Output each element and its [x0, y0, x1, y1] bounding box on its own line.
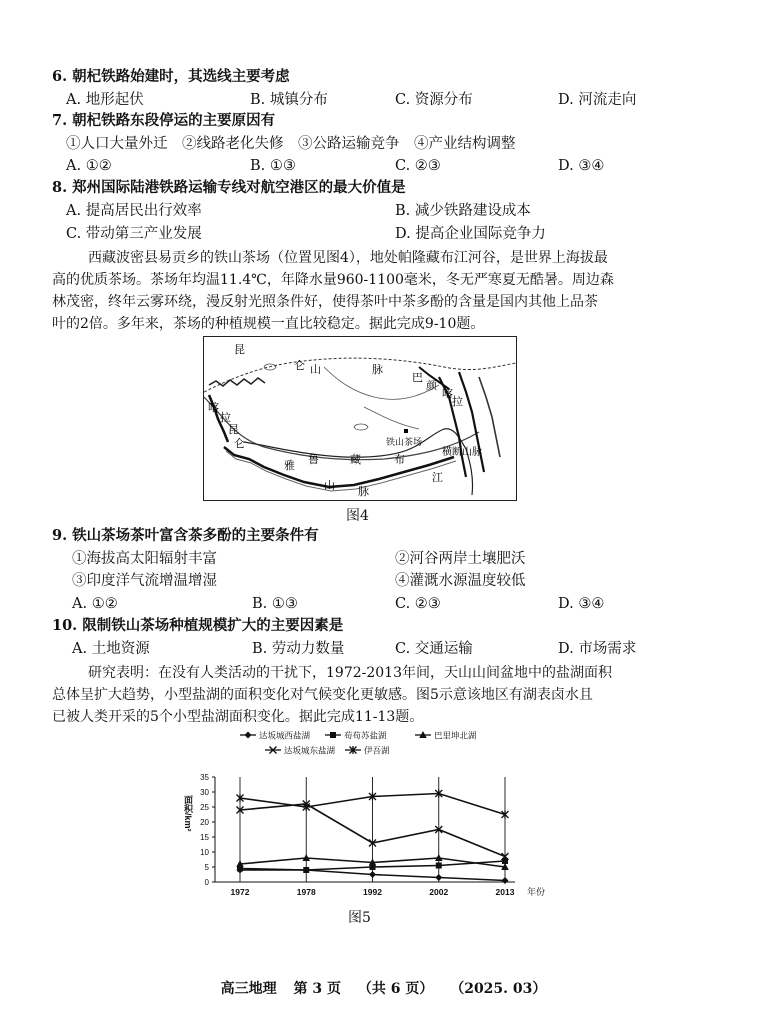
q6-option-b: B. 城镇分布 [250, 92, 328, 108]
q9-item-1: ①海拔高太阳辐射丰富 [72, 551, 217, 567]
map-label-bu: 布 [394, 453, 405, 466]
legend-label: 苟苟苏盐湖 [344, 730, 387, 741]
map-label-shan: 山 [310, 363, 321, 376]
passage1-line: 林茂密，终年云雾环绕，漫反射光照条件好，使得茶叶中茶多酚的含量是国内其他上品茶 [52, 294, 598, 310]
legend-marker [245, 732, 252, 739]
q10-option-d: D. 市场需求 [558, 641, 637, 657]
x-tick-label: 2002 [429, 887, 449, 897]
map-label-kun2: 昆 [228, 423, 239, 436]
q7-stem: 7. 朝杞铁路东段停运的主要原因有 [52, 112, 276, 129]
tibet-map [203, 336, 517, 501]
figure5-caption: 图5 [348, 910, 371, 926]
legend-label: 巴里坤北湖 [434, 730, 477, 741]
map-label-kala: 喀 [208, 401, 219, 414]
passage2-line: 研究表明：在没有人类活动的干扰下，1972-2013年间，天山山间盆地中的盐湖面积 [88, 665, 612, 681]
map-label-jiang: 江 [432, 471, 443, 484]
map-label-ka: 喀 [442, 387, 453, 400]
q9-item-4: ④灌溉水源温度较低 [395, 573, 526, 589]
river-line [364, 407, 419, 429]
map-label-mai: 脉 [372, 363, 383, 376]
map-label-lu: 鲁 [308, 453, 319, 466]
data-point [436, 863, 442, 869]
footer-page: 第 3 页 [293, 981, 341, 997]
y-tick-label: 5 [204, 863, 209, 872]
q10-stem: 10. 限制铁山茶场种植规模扩大的主要因素是 [52, 617, 344, 634]
q9-option-c: C. ②③ [395, 596, 441, 612]
footer-total: （共 6 页） [357, 981, 434, 997]
passage1-line: 叶的2倍。多年来，茶场的种植规模一直比较稳定。据此完成9-10题。 [52, 316, 485, 332]
q9-option-a: A. ①② [72, 596, 118, 612]
data-point [502, 877, 509, 884]
y-tick-label: 30 [200, 788, 209, 797]
map-label-ba: 巴 [412, 371, 423, 384]
q7-option-a: A. ①② [66, 158, 112, 174]
passage1-line: 西藏波密县易贡乡的铁山茶场（位置见图4），地处帕隆藏布江河谷，是世界上海拔最 [88, 250, 608, 266]
y-tick-label: 15 [200, 833, 209, 842]
map-label-la: 拉 [452, 395, 463, 408]
footer-date: （2025. 03） [450, 981, 547, 997]
q10-option-b: B. 劳动力数量 [252, 641, 345, 657]
passage2-line: 已被人类开采的5个小型盐湖面积变化。据此完成11-13题。 [52, 709, 424, 725]
q9-item-2: ②河谷两岸土壤肥沃 [395, 551, 526, 567]
map-border-line [204, 358, 516, 392]
q6-option-d: D. 河流走向 [558, 92, 637, 108]
map-label-hengduan: 横断山脉 [442, 447, 482, 458]
lake-outline [354, 424, 368, 430]
y-tick-label: 20 [200, 818, 209, 827]
map-label-zang: 藏 [350, 453, 361, 466]
figure4-caption: 图4 [346, 508, 369, 524]
map-label-lun2: 仑 [234, 437, 245, 450]
data-point [435, 874, 442, 881]
q8-option-c: C. 带动第三产业发展 [66, 226, 202, 242]
q6-option-a: A. 地形起伏 [66, 92, 144, 108]
y-axis-label: 面积/km² [183, 795, 193, 832]
data-point [369, 871, 376, 878]
q8-option-a: A. 提高居民出行效率 [66, 203, 202, 219]
tieshan-marker [404, 429, 408, 433]
x-tick-label: 2013 [495, 887, 515, 897]
q6-option-c: C. 资源分布 [395, 92, 473, 108]
x-tick-label: 1992 [363, 887, 382, 897]
x-tick-label: 1978 [296, 887, 316, 897]
q7-option-c: C. ②③ [395, 158, 441, 174]
q7-option-d: D. ③④ [558, 158, 605, 174]
passage2-line: 总体呈扩大趋势，小型盐湖的面积变化对气候变化更敏感。图5示意该地区有湖表卤水且 [52, 687, 593, 703]
x-axis-label: 年份 [527, 887, 546, 897]
q8-option-d: D. 提高企业国际竞争力 [395, 226, 546, 242]
q6-stem: 6. 朝杞铁路始建时，其选线主要考虑 [52, 68, 290, 85]
y-tick-label: 25 [200, 803, 209, 812]
legend-label: 达坂城东盐湖 [284, 745, 336, 756]
q10-option-a: A. 土地资源 [72, 641, 150, 657]
legend-label: 伊吾湖 [364, 745, 390, 756]
map-label-la2: 拉 [220, 411, 231, 424]
lake-area-chart [180, 725, 580, 900]
q9-stem: 9. 铁山茶场茶叶富含茶多酚的主要条件有 [52, 527, 319, 544]
q9-option-d: D. ③④ [558, 596, 605, 612]
q9-option-b: B. ①③ [252, 596, 298, 612]
map-label-lun: 仑 [294, 359, 305, 372]
map-label-kun: 昆 [234, 343, 245, 356]
hengduan-range [479, 377, 500, 457]
q9-item-3: ③印度洋气流增温增湿 [72, 573, 217, 589]
page-footer [0, 978, 767, 998]
y-tick-label: 0 [204, 878, 209, 887]
map-label-tieshan: 铁山茶场 [386, 438, 423, 448]
kunlun-range [209, 378, 265, 386]
legend-marker [330, 732, 336, 738]
passage1-line: 高的优质茶场。茶场年均温11.4℃，年降水量960-1100毫米，冬无严寒夏无酷暑。周边森 [52, 272, 614, 288]
footer-subject: 高三地理 [220, 981, 277, 997]
data-point [303, 867, 309, 873]
map-label-yan: 颜 [426, 379, 437, 392]
x-tick-label: 1972 [230, 887, 250, 897]
legend-label: 达坂城西盐湖 [259, 730, 311, 741]
map-label-ya: 雅 [284, 459, 295, 472]
map-label-mai2: 脉 [358, 485, 369, 498]
q8-option-b: B. 减少铁路建设成本 [395, 203, 531, 219]
q7-items: ①人口大量外迁 ②线路老化失修 ③公路运输竞争 ④产业结构调整 [66, 136, 516, 152]
map-border-line [204, 397, 479, 460]
map-label-shan2: 山 [324, 479, 335, 492]
y-tick-label: 35 [200, 773, 209, 782]
q7-option-b: B. ①③ [250, 158, 296, 174]
q10-option-c: C. 交通运输 [395, 641, 473, 657]
y-tick-label: 10 [200, 848, 209, 857]
q8-stem: 8. 郑州国际陆港铁路运输专线对航空港区的最大价值是 [52, 179, 406, 196]
